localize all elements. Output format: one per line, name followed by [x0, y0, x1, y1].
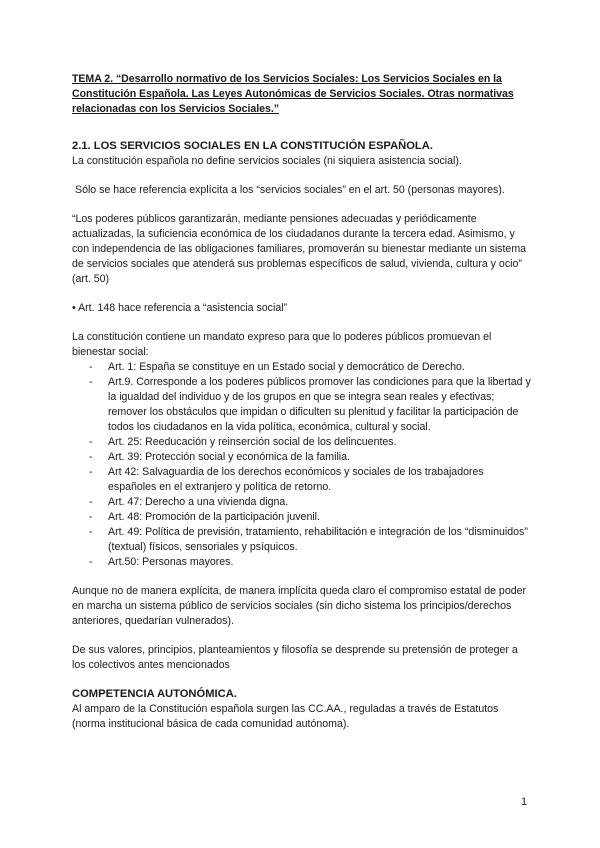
page-number: 1 [521, 796, 527, 808]
paragraph-ccaa: Al amparo de la Constitución española surgen las CC.AA., reguladas a través de Estatutos (norma institucional básica de cada comunidad autónoma). [72, 703, 499, 730]
paragraph-values: De sus valores, principios, planteamientos y filosofía se desprende su pretensión de proteger a los colectivos antes mencionados [72, 644, 518, 671]
paragraph-mandate-intro: La constitución contiene un mandato expreso para que lo poderes públicos promuevan el bienestar social: [72, 331, 492, 358]
document-page [72, 72, 532, 732]
paragraph-art50-quote: “Los poderes públicos garantizarán, mediante pensiones adecuadas y periódicamente actualizadas, la suficiencia económica de los ciudadanos durante la tercera edad. Asimismo, y con independencia de las obligaciones familiares, promoverán su bienestar mediante un sistema de servicios sociales que atenderá sus problemas específicos de salud, vivienda, cultura y ocio” (art. 50) [72, 213, 527, 285]
list-item: - Art. 39: Protección social y económica de la familia. [72, 450, 532, 465]
list-item: - Art. 48: Promoción de la participación juvenil. [72, 510, 532, 525]
document-title: TEMA 2. “Desarrollo normativo de los Servicios Sociales: Los Servicios Sociales en la Constitución Española. Las Leyes Autonómicas de Servicios Sociales. Otras normativas relacionadas con los Servicios Sociales.” [72, 73, 514, 115]
paragraph-no-definition: La constitución española no define servicios sociales (ni siquiera asistencia social). [72, 155, 462, 167]
articles-list [72, 360, 532, 570]
bullet-art148: • Art. 148 hace referencia a “asistencia social” [72, 302, 288, 314]
list-item: - Art. 1: España se constituye en un Estado social y democrático de Derecho. [72, 360, 532, 375]
list-item: - Art. 25: Reeducación y reinserción social de los delincuentes. [72, 435, 532, 450]
paragraph-explicit-reference: Sólo se hace referencia explícita a los “servicios sociales” en el art. 50 (personas mayores). [75, 184, 505, 196]
section-heading-autonomous: COMPETENCIA AUTONÓMICA. [72, 688, 237, 700]
list-item: - Art.9. Corresponde a los poderes públicos promover las condiciones para que la libertad y la igualdad del individuo y de los grupos en que se integra sean reales y efectivas; remover los obstáculos que impidan o dificulten su plenitud y facilitar la participación de todos los ciudadanos en la vida política, económica, cultural y social. [72, 375, 532, 435]
list-item: - Art.50: Personas mayores. [72, 555, 532, 570]
list-item: - Art 42: Salvaguardia de los derechos económicos y sociales de los trabajadores españoles en el extranjero y política de retorno. [72, 465, 532, 495]
section-heading-constitution: 2.1. LOS SERVICIOS SOCIALES EN LA CONSTITUCIÓN ESPAÑOLA. [72, 140, 433, 152]
list-item: - Art. 47: Derecho a una vivienda digna. [72, 495, 532, 510]
list-item: - Art. 49: Política de previsión, tratamiento, rehabilitación e integración de los “disminuidos” (textual) físicos, sensoriales y psíquicos. [72, 525, 532, 555]
paragraph-implicit-commitment: Aunque no de manera explícita, de manera implícita queda claro el compromiso estatal de poder en marcha un sistema público de servicios sociales (sin dicho sistema los principios/derechos anteriores, quedarían vulnerados). [72, 585, 527, 627]
